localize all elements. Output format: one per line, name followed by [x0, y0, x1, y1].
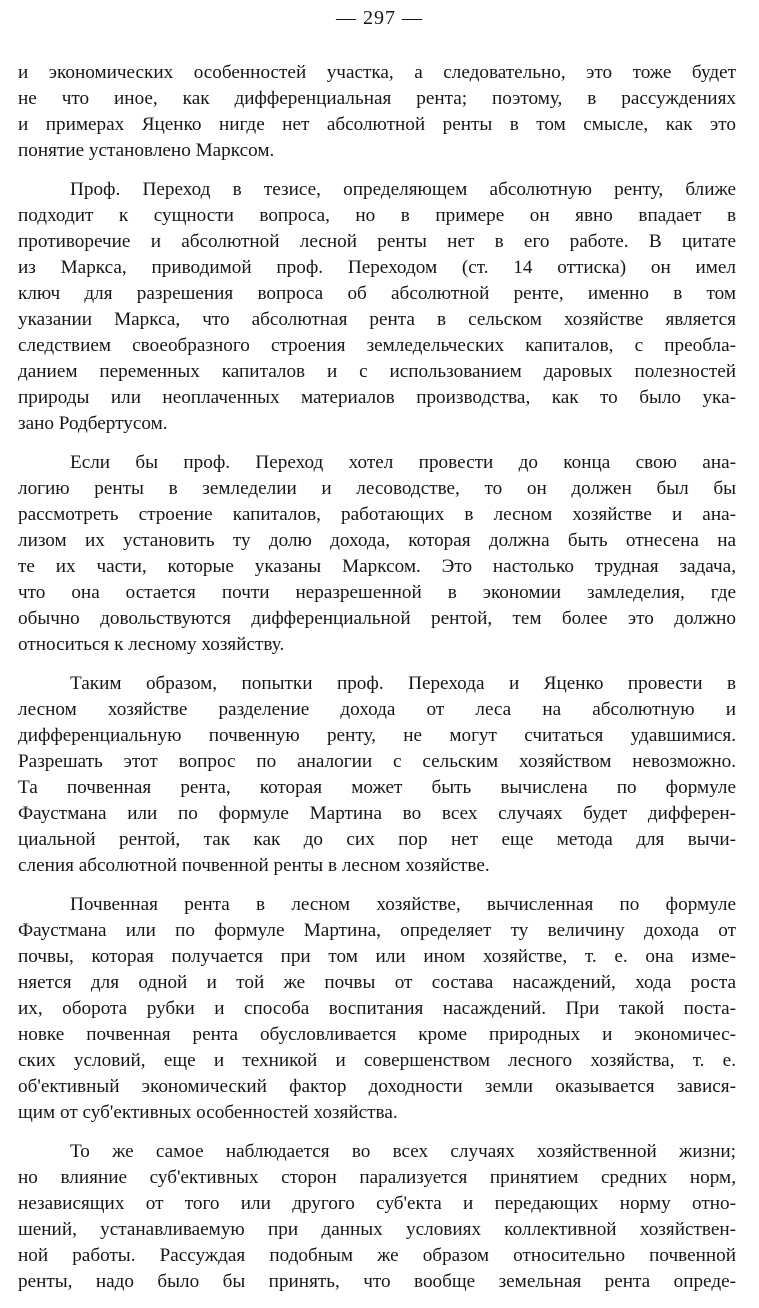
text-line: новке почвенная рента обусловливается кроме природных и экономичес-: [18, 1024, 736, 1045]
text-line: ключ для разрешения вопроса об абсолютной ренте, именно в том: [18, 283, 736, 304]
text-line: и экономических особенностей участка, а следовательно, это тоже будет: [18, 62, 736, 83]
text-line: Проф. Переход в тезисе, определяющем абсолютную ренту, ближе: [70, 179, 736, 200]
text-line: независящих от того или другого суб'екта и передающих норму отно-: [18, 1193, 736, 1214]
text-line: лизом их установить ту долю дохода, которая должна быть отнесена на: [18, 530, 736, 551]
text-line: понятие установлено Марксом.: [18, 140, 275, 161]
text-line: почвы, которая получается при том или ином хозяйстве, т. е. она изме-: [18, 946, 736, 967]
text-line: щим от суб'ективных особенностей хозяйства.: [18, 1102, 398, 1123]
text-line: данием переменных капиталов и с использованием даровых полезностей: [18, 361, 736, 382]
text-line: и примерах Яценко нигде нет абсолютной ренты в том смысле, как это: [18, 114, 736, 135]
text-line: противоречие и абсолютной лесной ренты нет в его работе. В цитате: [18, 231, 736, 252]
text-line: шений, устанавливаемую при данных условиях коллективной хозяйствен-: [18, 1219, 736, 1240]
text-line: подходит к сущности вопроса, но в примере он явно впадает в: [18, 205, 736, 226]
text-line: не что иное, как дифференциальная рента; поэтому, в рассуждениях: [18, 88, 736, 109]
text-line: ной работы. Рассуждая подобным же образом относительно почвенной: [18, 1245, 736, 1266]
text-line: Разрешать этот вопрос по аналогии с сельским хозяйством невозможно.: [18, 751, 736, 772]
text-line: Почвенная рента в лесном хозяйстве, вычисленная по формуле: [70, 894, 736, 915]
text-line: природы или неоплаченных материалов производства, как то было ука-: [18, 387, 736, 408]
text-line: логию ренты в земледелии и лесоводстве, то он должен был бы: [18, 478, 736, 499]
text-line: относиться к лесному хозяйству.: [18, 634, 285, 655]
text-line: но влияние суб'ективных сторон парализуется принятием средних норм,: [18, 1167, 736, 1188]
text-line: зано Родбертусом.: [18, 413, 168, 434]
text-line: няется для одной и той же почвы от состава насаждений, хода роста: [18, 972, 736, 993]
text-line: их, оборота рубки и способа воспитания насаждений. При такой поста-: [18, 998, 736, 1019]
text-line: лесном хозяйстве разделение дохода от леса на абсолютную и: [18, 699, 736, 720]
text-line: То же самое наблюдается во всех случаях хозяйственной жизни;: [70, 1141, 736, 1162]
text-line: Таким образом, попытки проф. Перехода и Яценко провести в: [70, 673, 736, 694]
text-line: циальной рентой, так как до сих пор нет еще метода для вычи-: [18, 829, 736, 850]
paragraph-1: [18, 60, 736, 164]
text-line: что она остается почти неразрешенной в экономии замледелия, где: [18, 582, 736, 603]
text-line: рассмотреть строение капиталов, работающих в лесном хозяйстве и ана-: [18, 504, 736, 525]
text-line: Фаустмана или по формуле Мартина во всех случаях будет дифферен-: [18, 803, 736, 824]
paragraph-6: [18, 1139, 736, 1295]
page-number: — 297 —: [336, 7, 423, 29]
text-line: указании Маркса, что абсолютная рента в сельском хозяйстве является: [18, 309, 736, 330]
text-line: те их части, которые указаны Марксом. Это настолько трудная задача,: [18, 556, 736, 577]
text-line: следствием своеобразного строения земледельческих капиталов, с преобла-: [18, 335, 736, 356]
text-line: сления абсолютной почвенной ренты в лесном хозяйстве.: [18, 855, 490, 876]
text-line: ренты, надо было бы принять, что вообще земельная рента опреде-: [18, 1271, 736, 1292]
text-line: Фаустмана или по формуле Мартина, определяет ту величину дохода от: [18, 920, 736, 941]
text-line: ских условий, еще и техникой и совершенством лесного хозяйства, т. е.: [18, 1050, 736, 1071]
paragraph-4: [18, 671, 736, 879]
text-line: Та почвенная рента, которая может быть вычислена по формуле: [18, 777, 736, 798]
body-text: [18, 60, 736, 1308]
paragraph-5: [18, 892, 736, 1126]
text-line: обычно довольствуются дифференциальной рентой, тем более это должно: [18, 608, 736, 629]
text-line: дифференциальную почвенную ренту, не могут считаться удавшимися.: [18, 725, 736, 746]
paragraph-3: [18, 450, 736, 658]
paragraph-2: [18, 177, 736, 437]
text-line: Если бы проф. Переход хотел провести до конца свою ана-: [70, 452, 736, 473]
text-line: из Маркса, приводимой проф. Переходом (ст. 14 оттиска) он имел: [18, 257, 736, 278]
text-line: об'ективный экономический фактор доходности земли оказывается завися-: [18, 1076, 736, 1097]
